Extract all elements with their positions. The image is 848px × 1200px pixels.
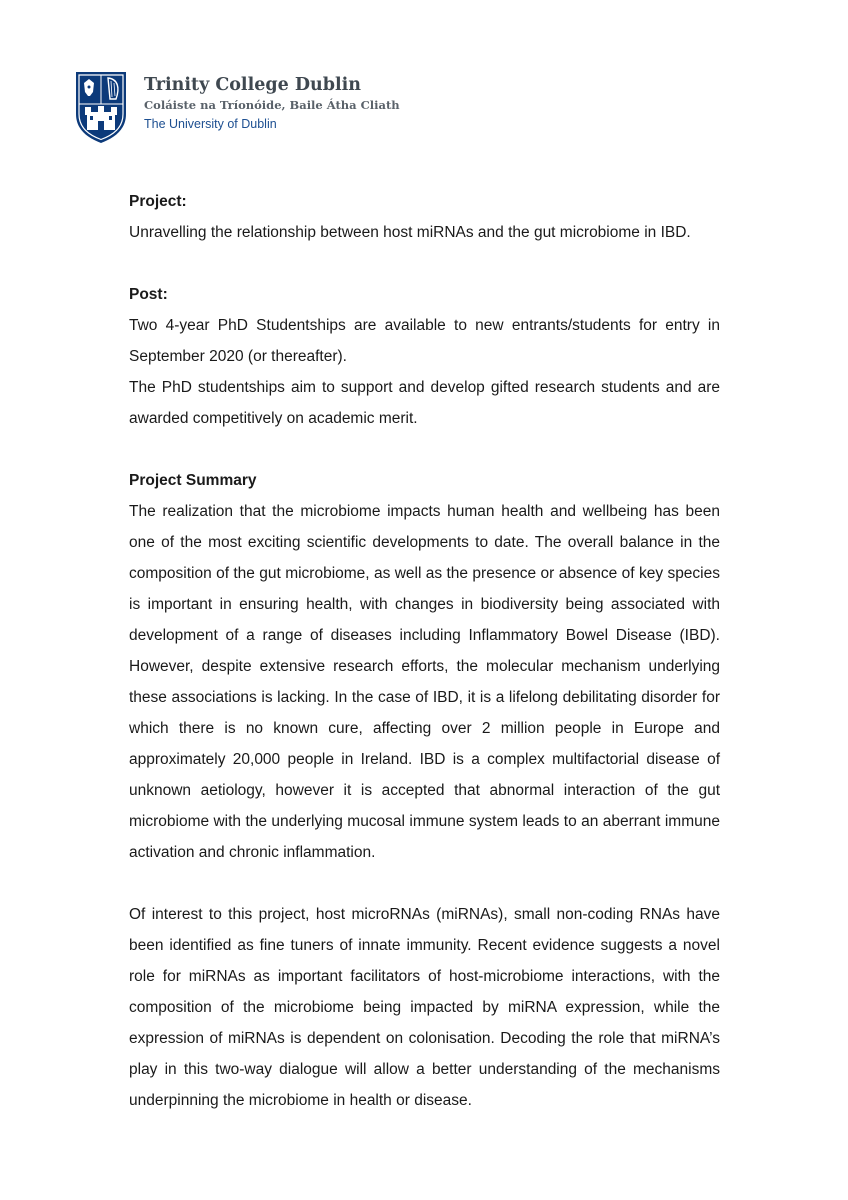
document-body — [129, 186, 720, 1116]
institution-logo — [74, 70, 400, 150]
summary-paragraph: The realization that the microbiome impacts human health and wellbeing has been one of the most exciting scientific developments to date. The overall balance in the composition of the gut microbiome, as well as the presence or absence of key species is important in ensuring health, with changes in biodiversity being associated with development of a range of diseases including Inflammatory Bowel Disease (IBD). However, despite extensive research efforts, the molecular mechanism underlying these associations is lacking. In the case of IBD, it is a lifelong debilitating disorder for which there is no known cure, affecting over 2 million people in Europe and approximately 20,000 people in Ireland. IBD is a complex multifactorial disease of unknown aetiology, however it is accepted that abnormal interaction of the gut microbiome with the underlying mucosal immune system leads to an aberrant immune activation and chronic inflammation. — [129, 503, 720, 861]
logo-wordmark — [144, 74, 400, 133]
university-name: The University of Dublin — [144, 117, 277, 131]
summary-heading: Project Summary — [129, 472, 257, 489]
institution-name-irish: Coláiste na Tríonóide, Baile Átha Cliath — [144, 98, 400, 112]
spacer — [129, 868, 720, 899]
summary-paragraph: Of interest to this project, host microRNAs (miRNAs), small non-coding RNAs have been identified as fine tuners of innate immunity. Recent evidence suggests a novel role for miRNAs as important facilitators of host-microbiome interactions, with the composition of the microbiome being impacted by miRNA expression, while the expression of miRNAs is dependent on colonisation. Decoding the role that miRNA’s play in this two-way dialogue will allow a better understanding of the mechanisms underpinning the microbiome in health or disease. — [129, 906, 720, 1109]
spacer — [129, 434, 720, 465]
post-paragraph: The PhD studentships aim to support and develop gifted research students and are awarded competitively on academic merit. — [129, 379, 720, 427]
project-title: Unravelling the relationship between host miRNAs and the gut microbiome in IBD. — [129, 224, 691, 241]
project-heading: Project: — [129, 193, 187, 210]
spacer — [129, 248, 720, 279]
institution-name: Trinity College Dublin — [144, 75, 361, 95]
shield-crest-icon — [74, 70, 128, 144]
post-heading: Post: — [129, 286, 168, 303]
post-paragraph: Two 4-year PhD Studentships are available to new entrants/students for entry in September 2020 (or thereafter). — [129, 317, 720, 365]
